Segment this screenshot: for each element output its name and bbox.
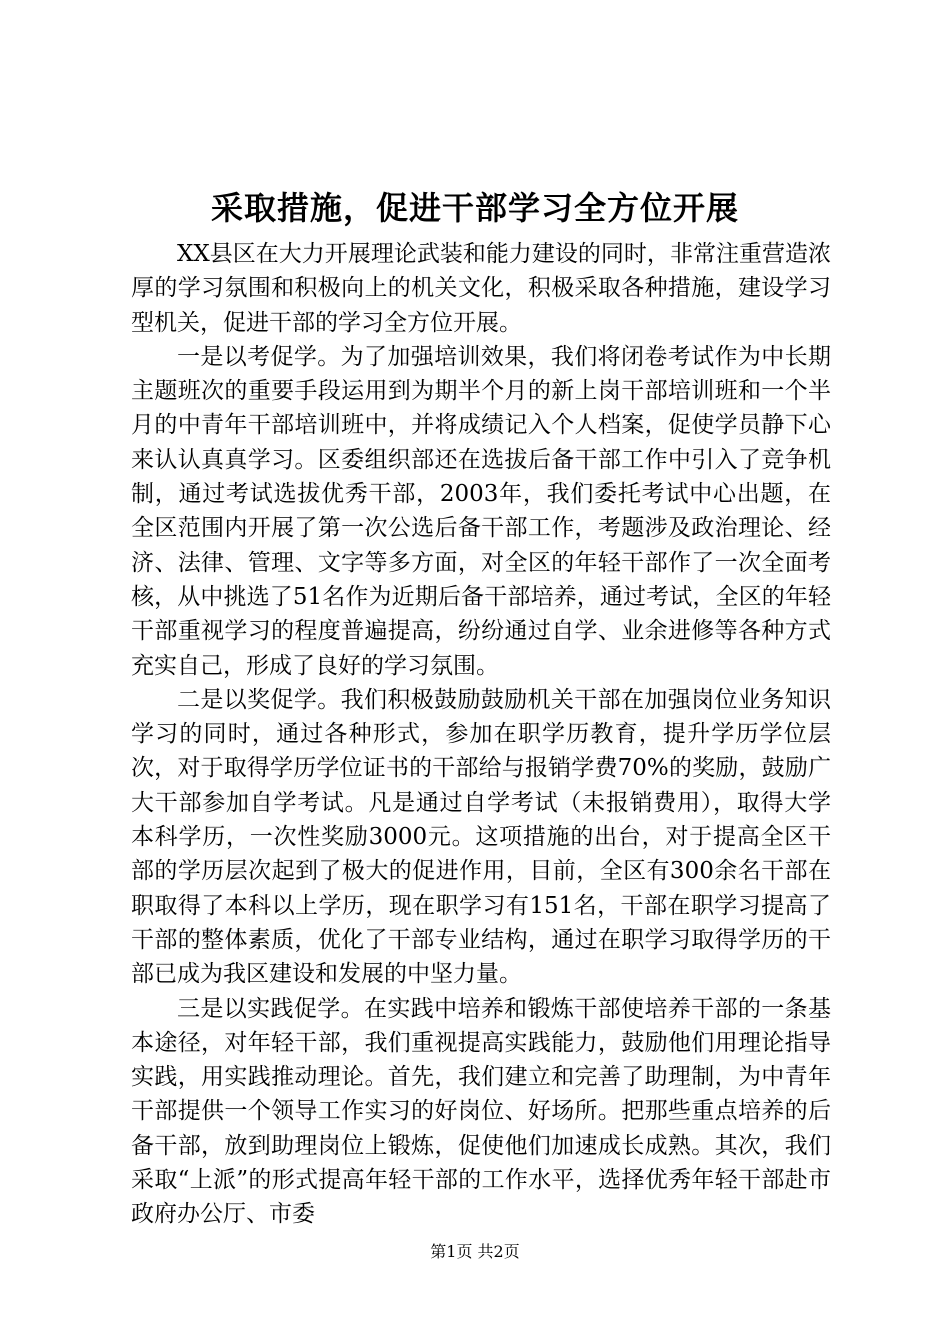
paragraph-reward: 二是以奖促学。我们积极鼓励鼓励机关干部在加强岗位业务知识学习的同时，通过各种形式，参加在职学历教育，提升学历学位层次，对于取得学历学位证书的干部给与报销学费70%的奖励，鼓励广大干部参加自学考试。凡是通过自学考试（未报销费用），取得大学本科学历，一次性奖励3000元。这项措施的出台，对于提高全区干部的学历层次起到了极大的促进作用，目前，全区有300余名干部在职取得了本科以上学历，现在职学习有151名，干部在职学习提高了干部的整体素质，优化了干部专业结构，通过在职学习取得学历的干部已成为我区建设和发展的中坚力量。 (131, 686, 831, 988)
paragraph-intro: XX县区在大力开展理论武装和能力建设的同时，非常注重营造浓厚的学习氛围和积极向上的机关文化，积极采取各种措施，建设学习型机关，促进干部的学习全方位开展。 (131, 241, 831, 336)
page-footer: 第1页 共2页 (430, 1242, 520, 1261)
document-body (131, 237, 831, 1232)
paragraph-exam: 一是以考促学。为了加强培训效果，我们将闭卷考试作为中长期主题班次的重要手段运用到为期半个月的新上岗干部培训班和一个半月的中青年干部培训班中，并将成绩记入个人档案，促使学员静下心来认认真真学习。区委组织部还在选拔后备干部工作中引入了竞争机制，通过考试选拔优秀干部，2003年，我们委托考试中心出题，在全区范围内开展了第一次公选后备干部工作，考题涉及政治理论、经济、法律、管理、文字等多方面，对全区的年轻干部作了一次全面考核，从中挑选了51名作为近期后备干部培养，通过考试，全区的年轻干部重视学习的程度普遍提高，纷纷通过自学、业余进修等各种方式充实自己，形成了良好的学习氛围。 (131, 343, 831, 679)
paragraph-practice: 三是以实践促学。在实践中培养和锻炼干部使培养干部的一条基本途径，对年轻干部，我们重视提高实践能力，鼓励他们用理论指导实践，用实践推动理论。首先，我们建立和完善了助理制，为中青年干部提供一个领导工作实习的好岗位、好场所。把那些重点培养的后备干部，放到助理岗位上锻炼，促使他们加速成长成熟。其次，我们采取“上派”的形式提高年轻干部的工作水平，选择优秀年轻干部赴市政府办公厅、市委 (131, 995, 831, 1228)
document-title: 采取措施，促进干部学习全方位开展 (210, 189, 739, 227)
